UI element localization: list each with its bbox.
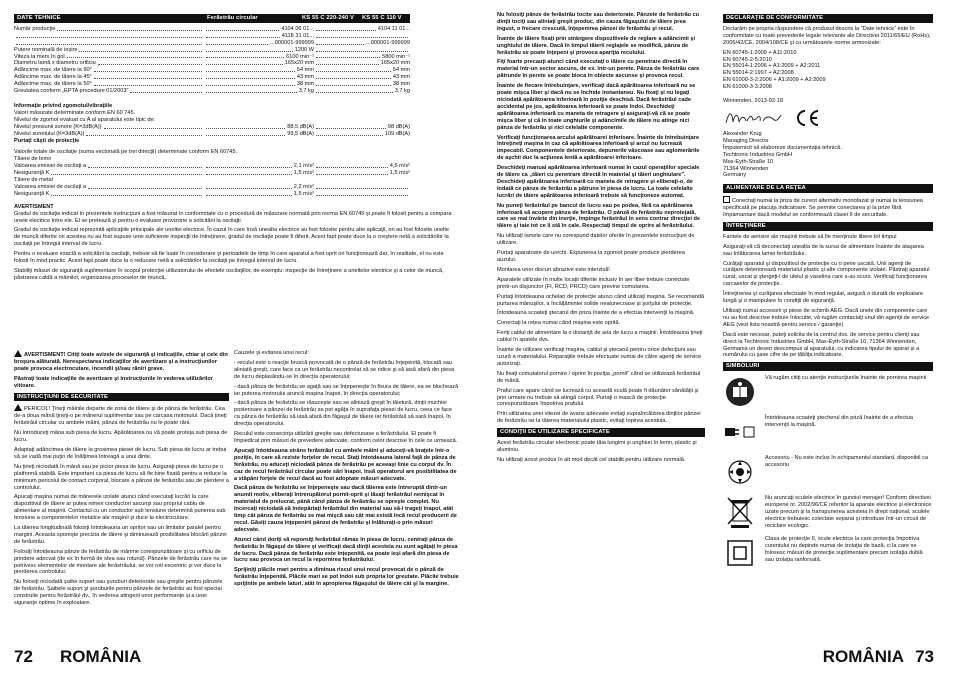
page-language: ROMÂNIA — [60, 647, 142, 666]
row-label: Valoarea emisiei de oscilaţi a — [14, 163, 87, 170]
row-value-1: 99,5 dB(A) — [287, 130, 314, 137]
spec-title: DATE TEHNICE — [17, 15, 61, 21]
row-value-1: 88,5 dB(A) — [287, 123, 314, 130]
safety-para: Adaptaţi adâncimea de tăiere la grosimea piesei de lucru. Sub piesa de lucru ar trebui să se vadă mai puţin de înălţimea întreagă a unui dinte. — [14, 446, 227, 460]
symbol-text: Accesoriu - Nu este inclus în echipamentul standard, disponibil ca accesoriu — [765, 455, 928, 469]
spec-row — [14, 131, 410, 138]
spec-col-model1: KS 55 C 220-240 V — [302, 15, 354, 21]
safety-para: Cauzele şi evitarea unui recul: — [234, 350, 309, 356]
norm-item: EN 55014-2:1997 + A2:2008 — [723, 70, 794, 77]
decl-title: DECLARAŢIE DE CONFORMITATE — [723, 14, 933, 23]
norm-item: EN 60745-1:2009 + A11:2010 — [723, 49, 797, 56]
row-label: Greutatea conform „EPTA procedure 01/2003" — [14, 88, 129, 95]
row-value-2: 4,5 m/s² — [389, 163, 410, 170]
class-ii-small-icon — [723, 196, 730, 203]
symbol-text: Nu aruncaţi sculele electrice în gunoiul menajer! Conform directivei europene nr. 2002/96/CE referitor la aparate electrice şi electronice uzate precum şi la transpunerea acesteia în drept naţional, sculele electrice trebuiesc colectate separat şi introduse într-un circuit de reciclare ecologic. — [765, 495, 932, 529]
signature-image — [723, 107, 783, 129]
company-line: Techtronic Industries GmbH — [723, 151, 793, 158]
safety-para: Nu utilizaţi lamele care nu corespund datelor oferite în prezentele instrucţiuni de utilizare. — [497, 233, 695, 247]
row-label: Nesiguranţă K — [14, 170, 50, 177]
warning-icon — [14, 404, 22, 411]
spec-row — [14, 81, 410, 88]
place-date: Winnenden, 2013-02-18 — [723, 98, 784, 105]
row-value-2: 54 mm — [392, 67, 410, 74]
ce-mark-icon — [793, 109, 821, 127]
class-ii-icon — [723, 536, 757, 570]
maint-para: Fantele de aerisire ale maşinii trebuie să fie menţinute libere tot timpul — [723, 233, 897, 240]
safety-para: Nu folosiţi pânze de ferăstrău tocite sau deteriorate. Pânzele de ferăstrău cu dinţii tociţi sau aliniaţi greşit produc, din cauza făgaşului de tăiere prea îngust, o frecare crescută, înţepenirea pânzei de ferăstrău şi recul. — [497, 12, 700, 32]
spec-header — [14, 14, 410, 23]
row-value-2: 5800 min⁻¹ — [382, 53, 410, 60]
signer-title: Managing Director — [723, 137, 769, 144]
safety-para: Nu fixaţi comutatorul pornire / oprire în poziţia „pornit" când se utilizează ferăstrăul de mână. — [497, 370, 701, 384]
maint-para: Întreţinerea şi curăţarea efectuate în mod regulat, asigură o durată de exploatare lungă şi o manipulare în condiţii de siguranţă. — [723, 291, 923, 305]
row-value-2: 38 mm — [392, 81, 410, 88]
row-value-2: 3,7 kg — [394, 88, 410, 95]
spec-row — [14, 40, 410, 47]
safety-para: Verificaţi funcţionarea arcului apărătoarei inferioare. Înainte de întrebuinţare întreţineţi maşina în caz că apărătoarea inferioară şi arcul nu lucrează impecabil. Componentele deteriorate, depunerile vâscoase sau aglomerările de aşchii duc la acţiunea lentă a apărătoarei inferioare. — [497, 134, 700, 162]
decl-text: Declarăm pe propria răspundere că produsul descris la "Date tehnice" este în conformitate cu toate prevederile legale relevante ale Directivei 2011/65/EU (RoHs), 2006/42/CE, 2004/108/CE şi cu următoarele norme armonizate: — [723, 25, 931, 46]
row-label: Adâncime max. de tăiere la 90° — [14, 67, 92, 74]
safety-para: Atunci când doriţi să reporniţi ferăstrăul rămas în piesa de lucru, centraţi pânza de ferăstrău în făgaşul de tăiere şi verificaţi dacă dinţii acesteia nu sunt agăţaţi în piesa de lucru. Dacă pânza de ferăstrău este înţepenită, ea poate ieşi afară din piesa de lucru sau provoca un recul la repornirea ferăstrăului. — [234, 536, 458, 564]
norm-item: EN 61000-3-2:2006 + A1:2009 + A2:2009 — [723, 77, 826, 84]
row-value-1: 6100 min⁻¹ — [286, 53, 314, 60]
row-label: Nesiguranţă K — [14, 190, 50, 197]
unplug-icon — [723, 415, 757, 449]
safety-para: Înainte de fiecare întrebuinţare, verificaţi dacă apărătoarea inferioară nu se poate mişca liber şi dacă nu se închide instantaneu. Nu fixaţi şi nu legaţi niciodată apărătoarea inferioară în poziţie deschisă. Dacă ferăstrăul cade accidental pe jos, apărătoarea inferioară se poate îndoi. Deschideţi apărătoarea inferioară cu maneta de retragere şi asiguraţi-vă că se poate mişca liber şi că în toate unghiurile şi adâncimile de tăiere nu atinge nici pânza de ferăstrău şi nici celelalte componente. — [497, 83, 696, 131]
row-value-1: 4118 31 01... — [281, 32, 314, 39]
safety-para: - reculul este o reacţie bruscă provocată de o pânză de ferăstrău înţepenită, blocată sau aliniată greşit, care face ca un ferăstrău necontrolat să se ridice şi să iasă afară din piesa de lucru deplasându-se în direcţia operatorului; — [234, 359, 455, 380]
noise-line: Valori măsurate determinate conform EN 60 745. — [14, 109, 136, 116]
safety-para: PERICOL! Ţineţi mâinile departe de zona de tăiere şi de pânza de ferăstrău. Cea de-a doua mână ţineţi-o pe mânerul suplimentar sau pe carcasa motorului. Dacă ţineţi ferăstrăul circular cu ambele mâini, pânza de ferăstrău nu le poate răni. — [14, 406, 227, 427]
safety-para: Întotdeauna scoateţi ştecarul din priza înainte de a efectua intervenţii la maşină. — [497, 310, 695, 317]
row-value-1: ...000001-999999 — [270, 39, 314, 46]
maint-para: Curăţaţi aparatul şi dispozitivul de protecţie cu o perie uscată. Unii agenţi de curăţare deteriorează materialul plastic şi alte componente izolate. Păstraţi aparatul curat, uscat şi ştergeţi-l de uleiul şi vaselina care s-au scurs. Verificaţi funcţionarea carcaselor de protecţie. — [723, 260, 930, 288]
safety-para: Nu ţineţi niciodată în mână sau pe picior piesa de lucru. Asiguraţi piesa de lucru pe o platformă stabilă. Este important ca piesa de lucru să fie bine fixată pentru a reduce la minimum pericolul de contact corporal, blocare a pânzei de ferăstrău sau de pierdere a controlului. — [14, 463, 229, 491]
row-value-1: 1,5 m/s² — [293, 170, 314, 177]
safety-para: Reculul este consecinţa utilizării greşite sau defectuoase a ferăstrăului. El poate fi împiedicat prin măsuri de prevedere adecvate, conform celor descrise în cele ce urmează. — [234, 431, 458, 444]
row-label: Adâncime max. de tăiere la 45° — [14, 74, 92, 81]
spec-row — [14, 67, 410, 74]
row-value-1: 4104 06 01... — [281, 25, 314, 32]
use-para: Acest ferăstrău circular electronic poate tăia lungimi şi unghiuri în lemn, plastic şi aluminiu. — [497, 440, 697, 453]
safety-para: Feriţi cablul de alimentare la o distanţă de aria de lucru a maşinii. Întotdeauna ţineţi cablul în spatele dvs. — [497, 330, 703, 344]
row-value-1: 43 mm — [296, 74, 314, 81]
row-value-1: 54 mm — [296, 67, 314, 74]
spec-row — [14, 54, 410, 61]
spec-section — [14, 12, 452, 285]
page-number: 72 — [14, 647, 33, 666]
right-col-2 — [723, 12, 933, 576]
safety-para: Purtaţi aparatoare de urechi. Expunerea la zgomot poate produce pierderea auzului. — [497, 250, 685, 263]
maint-para: Asiguraţi-vă că deconectaţi unealta de la sursa de alimentare înainte de ataşarea sau înlăturarea lamei ferăstrăului. — [723, 243, 924, 257]
row-value-2: 109 dB(A) — [384, 130, 410, 137]
safety-para: Nu folosiţi niciodată şaibe suport sau şuruburi deteriorate sau greşite pentru pânzele de ferăstrău. Şaibele suport şi şuruburile pentru pânzele de ferăstrău au fost special construite pentru ferăstrăul dv., în vederea atingerii unor performanţe şi a unei siguranţe optime în exploatare. — [14, 579, 223, 607]
symbol-row — [723, 536, 933, 570]
safety-para: Purtaţi întotdeauna ochelari de protecţie atunci când utilizaţi maşina. Se recomandă purtarea mănuşilor, a încălţămintei solide nealunecoase şi şorţului de protecţie. — [497, 293, 705, 307]
safety-para: Folosiţi întotdeauna pânze de ferăstrău de mărime corespunzătoare şi cu orificiu de prindere adecvat (de ex în formă de stea sau rotund). Pânzele de ferăstrău care nu se potrivesc elementelor de montare ale ferăstrăului, se vor roti excentric şi vor duce la pierderea controlului. — [14, 548, 227, 576]
maint-title: ÎNTREŢINERE — [723, 222, 933, 231]
row-label: Viteza la mers în gol — [14, 53, 65, 60]
right-col-1 — [497, 12, 705, 467]
right-page — [477, 0, 954, 677]
signer-name: Alexander Krug — [723, 130, 762, 137]
wood-title: Tăiere de lemn — [14, 156, 52, 163]
symbol-text: Clasa de protecţie II, scule electrice la care protecţia împotriva curentului nu depinde numai de izolaţia de bază, ci la care se folosesc măsuri de protecţie suplimentare precum izolaţia dublă sau izolaţia ranforsată. — [765, 535, 923, 563]
row-value-1: 3,7 kg — [298, 88, 314, 95]
spec-row — [14, 47, 410, 54]
metal-rows — [14, 184, 410, 198]
symbol-text: Întotdeauna scoateţi ştecherul din priză înainte de a efectua intervenţii la maşină. — [765, 415, 914, 429]
row-value-2: 43 mm — [392, 74, 410, 81]
safety-para: Nu introduceţi mâna sub piesa de lucru. Apărătoarea nu vă poate proteja sub piesa de lucru. — [14, 430, 228, 444]
use-para: Nu utilizaţi acest produs în alt mod decât cel stabilit pentru utilizare normală. — [497, 456, 686, 463]
spec-row — [14, 60, 410, 67]
signature-row — [723, 105, 933, 131]
spec-row — [14, 33, 410, 40]
row-value-1: 2,2 m/s² — [293, 183, 314, 190]
page-language: ROMÂNIA — [822, 647, 904, 666]
auth-text: Împuternicit să elaboreze documentaţia tehnică. — [723, 144, 842, 151]
row-value-2: 1,5 m/s² — [389, 170, 410, 177]
warning-text: AVERTISMENT! Citiţi toate avizele de siguranţă şi indicaţiile, chiar şi cele din broşura alăturată. Nerespectarea indicaţiilor de avertizare şi a instrucţiunilor poate provoca electrocutare, incendii şi/sau răniri grave. — [14, 352, 228, 372]
safety-col-1 — [14, 350, 229, 610]
symbol-row — [723, 495, 933, 530]
spec-row — [14, 124, 410, 131]
spec-row — [14, 184, 410, 191]
safety-para: Dacă pânza de ferăstrău se înţepeneşte sau dacă tăierea este întreruptă dintr-un anumit motiv, eliberaţi întrerupătorul pornit-oprit şi lăsaţi ferăstrăul nemişcat în materialul de prelucrat, până când pânza de ferăstrău se opreşte complet. Nu încercaţi niciodată să îndepărtaţi ferăstrăul din material sau să-l trageţi înapoi, atât timp cât pânza de ferăstrău se mai mişcă sau cât mai există încă recul producerii de recul. Găsiţi cauza înţepenirii pânzei de ferăstrău şi înlăturaţi-o prin măsuri adecvate. — [234, 485, 457, 533]
symbol-row — [723, 415, 933, 449]
company-line: Germany — [723, 172, 747, 179]
safety-title: INSTRUCŢIUNI DE SECURITATE — [14, 393, 229, 402]
vib-intro: Valorile totale de oscilaţie (suma vectorială pe trei direcţii) determinate conform EN 60745. — [14, 149, 238, 156]
row-label: Nivelul presiunii sonore (K=3dB(A)) — [14, 123, 102, 130]
spec-row — [14, 191, 410, 198]
power-text-block: Conectaţi numai la priza de curent alternativ monofazat şi numai la tensiunea specificată pe placuţa indicatoare. Se permite conectarea şi la prize fără împamantare dacă modelul se conformează clasei II de securitate. — [723, 198, 923, 219]
safety-para: Apucaţi întotdeauna strâns ferăstrăul cu ambele mâini şi aduceţi-vă braţele într-o poziţie, în care să reziste forţelor de recul. Staţi întotdeauna lateral faţă de pânza de ferăstrău, nu aduceţi niciodată pânza de ferăstrău pe aceeaşi linie cu corpul dv. În caz de recul ferăstrăul circular poate sări înapoi, însă operatorul are posibilitatea de a stăpâni forţele de recul dacă au fost adoptate măsuri adecvate. — [234, 447, 457, 482]
spec-row — [14, 88, 410, 95]
spec-col-product: Ferăstrău circular — [207, 15, 258, 21]
row-label: Număr producţie — [14, 25, 56, 32]
avert-para: Pentru o evaluare exactă a solicitării la oscilaţii, trebuie să fie luate în considerare şi perioadele de timp în care aparatul a fost oprit ori funcţionează dar, în realitate, el nu este folosit în mod practic. Acest fapt poate duce la o reducere netă a solicitărilor la oscilaţii pe întregul interval de lucru. — [14, 251, 444, 265]
maint-para: Utilizaţi numai accesorii şi piese de schimb AEG. Dacă unele din componente care nu au fost descrise trebuie înlocuite, vă rugăm contactaţi unul din agenţii de service AEG (vezi lista noastră pentru service / garanţie) — [723, 308, 930, 328]
safety-para: Apucaţi maşina numai de mânerele izolate atunci când executaţi lucrări la care dispozitivul de tăiere ar putea nimeri conductori ascunşi sau propriul cablu de alimentare al maşinii. Contactul cu un conductor sub tensiune determină punerea sub tensiune a componentelor metalice ale maşinii şi duce la electrocutare. — [14, 494, 226, 522]
norm-item: EN 60745-2-5:2010 — [723, 56, 772, 63]
page-number: 73 — [915, 647, 934, 666]
protect-note: Purtaţi căşti de protecţie — [14, 137, 80, 144]
warning-icon — [14, 350, 22, 357]
norm-item: EN 55014-1:2006 + A1:2009 + A2:2011 — [723, 63, 821, 70]
row-value-2: ...000001-999999 — [366, 39, 410, 46]
symbol-row — [723, 375, 933, 409]
row-value-2: 4104 11 01... — [377, 25, 410, 32]
spec-rows — [14, 26, 410, 95]
safety-para: Nu puneţi ferăstrăul pe bancul de lucru sau pe podea, fără ca apărătoarea inferioară să acopere pânza de ferăstrău. O pânză de ferăstrău neprotejată, care se mai învârte din inerţie, împinge ferăstrăul în sens contrar direcţiei de tăiere şi taie tot ce îi stă în cale. Respectaţi timpul de oprire al ferăstrăului. — [497, 202, 701, 230]
spec-row — [14, 170, 410, 177]
avert-para: Gradul de oscilaţie indicat reprezintă aplicaţiile principale ale uneltei electrice. În cazul în care însă unealta electrice au fost folosite pentru alte aplicaţii, ori au fost folosite unelte de muncă diferite ori acestea nu au fost supuse unei suficiente inspecţii de întreţinere, gradul de oscilaţie poate fi diferit. Acest fapt poate duce la o creştere netă a solicitărilor la oscilaţii pe întregul interval de lucru. — [14, 227, 450, 248]
read-manual-icon — [723, 375, 757, 409]
left-footer — [0, 645, 477, 667]
safety-para: - dacă pânza de ferăstrău se agaţă sau se înţepeneşte în fisura de tăiere, ea se blochează iar puterea motorului aruncă maşina înapoi, în direcţia operatorului; — [234, 383, 459, 397]
row-value-2: 98 dB(A) — [387, 123, 410, 130]
company-line: 71364 Winnenden — [723, 165, 769, 172]
safety-para: - dacă pânza de ferăstrău se răsuceşte sau se aliniază greşit în tăietură, dinţii muchiei posterioare a pânzei de ferăstrău se pot agăţa în suprafaţa piesei de lucru, ceea ce face ca pânza de ferăstrău să iasă afară din făgaşul de tăiere iar ferăstrăul să sară înapoi, în direcţia operatorului. — [234, 400, 452, 428]
symbol-text: Vă rugăm citiţi cu atenţie instrucţiunile înainte de pornirea maşinii — [765, 375, 927, 382]
avert-para: Stabiliţi măsuri de siguranţă suplimentare în scopul protecţiei utilizatorului de efectele oscilaţiilor, de exemplu: inspecţie de întreţinere a uneltelor electrice şi a celor de muncă, păstrarea caldă a mâinilor, organizarea proceselor de muncă. — [14, 268, 444, 281]
safety-para: La tăierea longitudinală folosiţi întotdeauna un opritor sau un limitator paralel pentru margini. Aceasta sporeşte precizia de tăiere şi diminuează posibilitatea blocării pânzei de ferăstrău. — [14, 525, 227, 545]
avert-para: Gradul de oscilaţie indicat în prezentele instrucţiuni a fost măsurat în conformitate cu o procedură de măsurare normată prin norma EN 60745 şi poate fi folosit pentru a compara unele electrice între ele. El se pretează şi pentru o evaluare provizorie a solicitării la oscilaţii. — [14, 210, 452, 224]
spec-row — [14, 74, 410, 81]
safety-para: Prin utilizarea unei vitezei de avans adecvate evitaţi supraîncălzirea dinţilor pânzei de ferăstrău iar la tăierea materialului plastic, evitaţi topirea acestuia. — [497, 411, 701, 425]
right-footer — [477, 645, 954, 667]
weee-bin-icon — [723, 495, 757, 529]
safety-para: Înainte de utilizare verificaţi maşina, cablul şi ştecarul pentru orice defecţiuni sau uzură a materialului. Reparaţiile trebuie efectuate numai de către agenţi de service autorizaţi. — [497, 347, 702, 367]
sym-title: SIMBOLURI — [723, 362, 933, 371]
row-label: Putere nominală de ieşire — [14, 46, 78, 53]
spec-col-model2: KS 55 C 110 V — [362, 15, 402, 21]
power-title: ALIMENTARE DE LA REŢEA — [723, 184, 933, 193]
safety-para: Înainte de tăiere fixaţi prin strângere dispozitivele de reglare a adâncimii şi unghiului de tăiere. Dacă în timpul tăierii reglajele se modifică, pânza de ferăstrău se poate înţepeni şi provoca apariţia reculului. — [497, 35, 696, 56]
row-label: Nivelul sunetului (K=3dB(A)) — [14, 130, 85, 137]
safety-para: Sprijiniţi plăcile mari pentru a diminua riscul unui recul provocat de o pânză de ferăstrău înţepenită. Plăcile mari se pot îndoi sub propria lor greutate. Plăcile trebuie sprijinite pe ambele laturi, atât în apropierea făgaşului de tăiere cât şi la margine. — [234, 567, 459, 588]
noise-line: Nivelul de zgomot evaluat cu A al aparatului este tipic de: — [14, 116, 156, 123]
safety-col-2 — [234, 350, 459, 591]
use-title: CONDIŢII DE UTILIZARE SPECIFICATE — [497, 428, 705, 437]
symbol-row — [723, 455, 933, 489]
safety-para: Aparatele utilizate în multe locaţii diferite inclusiv în aer liber trebuie conectate printr-un disjunctor (FI, RCD, PRCD) care previne comutarea. — [497, 276, 690, 290]
row-label: Adâncime max. de tăiere la 50° — [14, 81, 92, 88]
row-value-1: 165x20 mm — [284, 60, 314, 67]
safety-para: Fiţi foarte precauţi atunci când executaţi o tăiere cu penetrare directă în material într-un sector ascuns, de ex. într-un perete. Pânza de ferăstrău care pătrunde în perete se poate bloca în obiecte ascunse şi provoca recul. — [497, 59, 700, 80]
row-value-2: 165x20 mm — [380, 60, 410, 67]
row-value-1: 38 mm — [296, 81, 314, 88]
safety-para: Montarea unor discuri abrazive este interzisă! — [497, 266, 610, 273]
row-label: Valoarea emisiei de oscilaţi a — [14, 183, 87, 190]
spec-row — [14, 26, 410, 33]
maint-para: Dacă este necesar, puteţi solicita de la centrul dvs. de service pentru clienţi sau direct la Techtronic Industries GmbH, Max-Eyth-Straße 10, 71364 Winnenden, Germania un desen descompus al aparatului, cu indicarea tipului de aparat şi a numărului cu şase cifre de pe tăbliţa indicatoare. — [723, 331, 920, 359]
safety-para: Praful care apare când se lucrează cu această sculă poate fi dăunător sănătăţii şi prin urmare nu trebuie să atingă corpul. Purtaţi o mască de protecţie corespunzătoare împotriva prafului. — [497, 387, 699, 408]
metal-title: Tăiere de metal — [14, 177, 53, 184]
spec-row — [14, 163, 410, 170]
row-value-1: 2,1 m/s² — [293, 163, 314, 170]
warning-block — [14, 350, 229, 373]
company-line: Max-Eyth-Straße 10 — [723, 158, 774, 165]
row-value-1: 1,5 m/s² — [293, 190, 314, 197]
norm-item: EN 61000-3-3:2008 — [723, 84, 772, 91]
noise-rows — [14, 124, 410, 138]
row-value-1: 1200 W — [294, 46, 314, 53]
safety-para: Conectaţi la reţea numai când maşina este oprită. — [497, 320, 621, 327]
accessory-icon — [723, 455, 757, 489]
safety-para: Deschideţi manual apărătoarea inferioară numai în cazul operaţiilor speciale de tăiere ca „tăieri cu penetrare directă în material şi tăieri unghiulare". Deschideţi apărătoarea inferioară cu maneta de retragere şi eliberaţi-o, de îndată ce pânza de ferăstrău a pătruns în piesa de lucru. La toate celelalte lucrări de tăiere apărătoarea inferioară trebuie să funcţioneze automat. — [497, 165, 700, 199]
avert-title: AVERTISMENT — [14, 203, 54, 210]
noise-title: Informaţie privind zgomotul/vibraţiile — [14, 102, 113, 109]
row-label: Diametru lamă x diametru orificiu — [14, 60, 96, 67]
wood-rows — [14, 163, 410, 177]
warning-keep: Păstraţi toate indicaţiile de avertizare şi instrucţiunile în vederea utilizărilor viitoare. — [14, 375, 213, 389]
